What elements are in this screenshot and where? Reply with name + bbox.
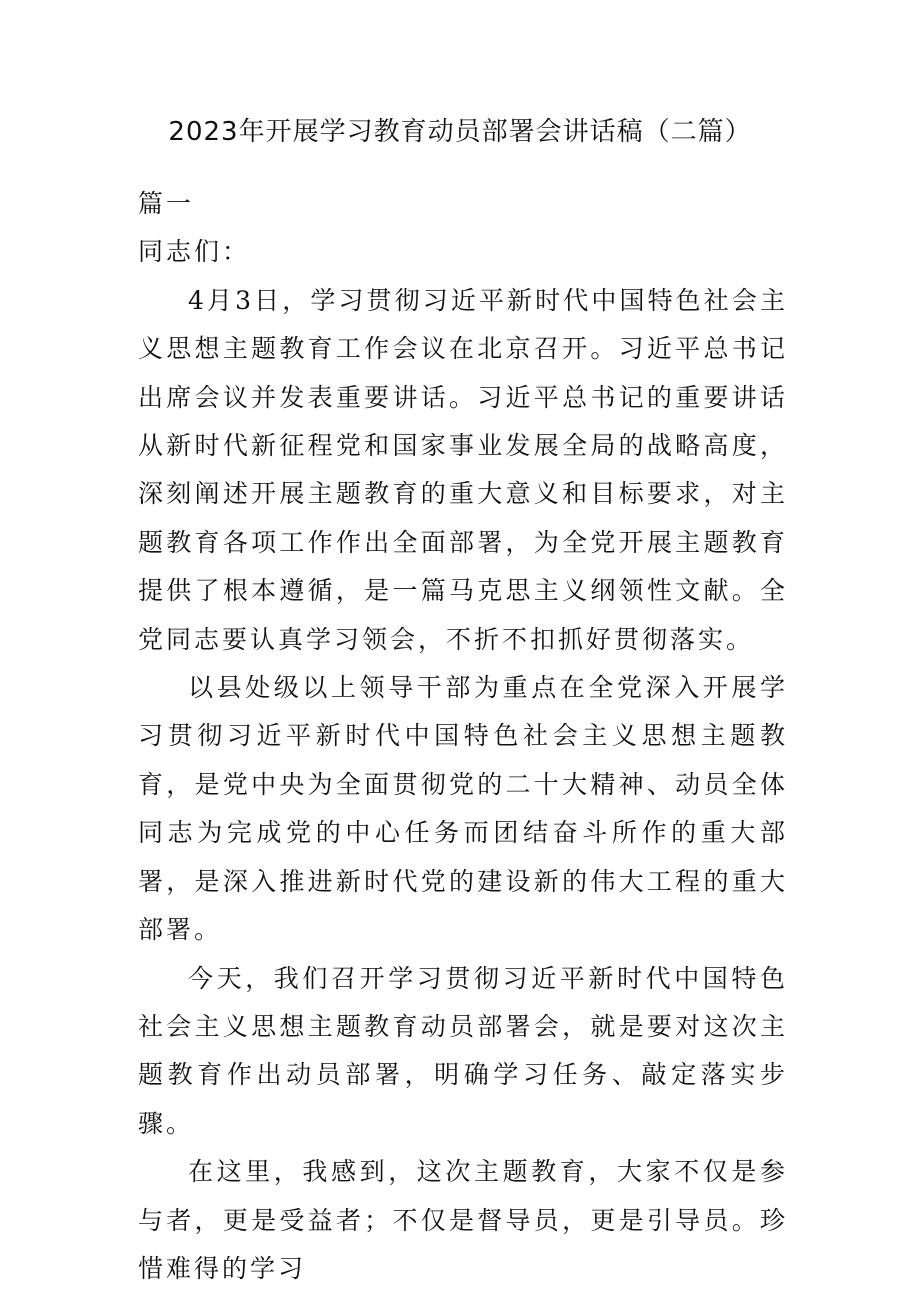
section-label: 篇一	[138, 189, 195, 218]
paragraph-4: 在这里，我感到，这次主题教育，大家不仅是参与者，更是受益者；不仅是督导员，更是引导员。珍惜难得的学习	[138, 1157, 788, 1283]
document-body	[138, 180, 788, 1293]
paragraph-3: 今天，我们召开学习贯彻习近平新时代中国特色社会主义思想主题教育动员部署会，就是要对这次主题教育作出动员部署，明确学习任务、敲定落实步骤。	[138, 963, 788, 1138]
document-title: 2023年开展学习教育动员部署会讲话稿（二篇）	[168, 117, 752, 147]
paragraph-2: 以县处级以上领导干部为重点在全党深入开展学习贯彻习近平新时代中国特色社会主义思想主题教育，是党中央为全面贯彻党的二十大精神、动员全体同志为完成党的中心任务而团结奋斗所作的重大部署，是深入推进新时代党的建设新的伟大工程的重大部署。	[138, 673, 788, 945]
salutation: 同志们：	[138, 237, 251, 267]
paragraph-1: 4月3日，学习贯彻习近平新时代中国特色社会主义思想主题教育工作会议在北京召开。习近平总书记出席会议并发表重要讲话。习近平总书记的重要讲话从新时代新征程党和国家事业发展全局的战略高度，深刻阐述开展主题教育的重大意义和目标要求，对主题教育各项工作作出全面部署，为全党开展主题教育提供了根本遵循，是一篇马克思主义纲领性文献。全党同志要认真学习领会，不折不扣抓好贯彻落实。	[138, 285, 788, 654]
